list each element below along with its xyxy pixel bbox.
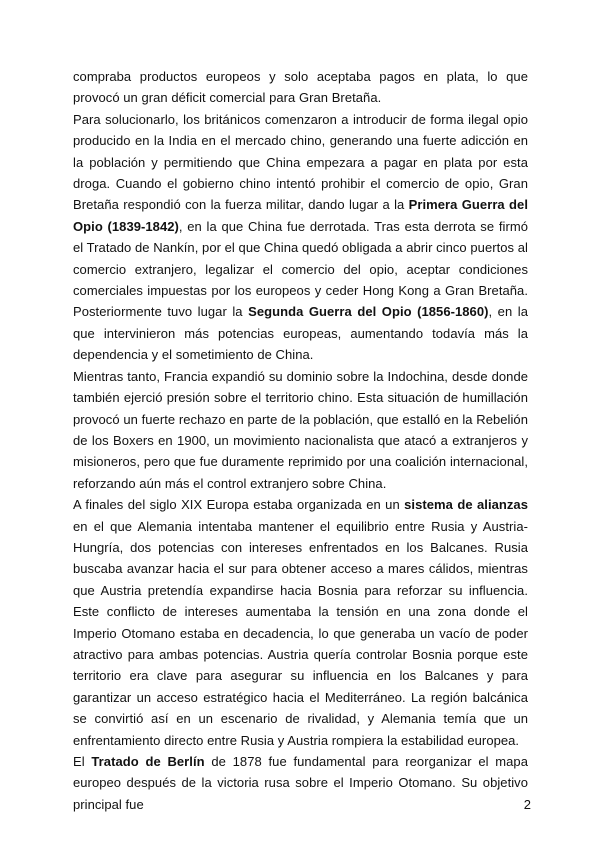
paragraph — [73, 366, 528, 494]
bold-term: sistema de alianzas — [404, 497, 528, 513]
text-segment: , en la que intervinieron más potencias europeas, aumentando todavía más la dependencia y el sometimiento de China. — [73, 304, 528, 363]
bold-term: Segunda Guerra del Opio (1856-1860) — [248, 304, 489, 320]
text-segment: en el que Alemania intentaba mantener el equilibrio entre Rusia y Austria-Hungría, dos potencias con intereses enfrentados en los Balcanes. Rusia buscaba avanzar hacia el sur para obtener acceso a mares cálidos, mientras que Austria pretendía expandirse hacia Bosnia para reforzar su influencia. Este conflicto de intereses aumentaba la tensión en una zona donde el Imperio Otomano estaba en decadencia, lo que generaba un vacío de poder atractivo para ambas potencias. Austria quería controlar Bosnia porque este territorio era clave para asegurar su influencia en los Balcanes y para garantizar un acceso estratégico hacia el Mediterráneo. La región balcánica se convirtió así en un escenario de rivalidad, y Alemania temía que un enfrentamiento directo entre Rusia y Austria rompiera la estabilidad europea. — [73, 518, 528, 748]
bold-term: Primera Guerra del Opio (1839-1842) — [73, 197, 528, 234]
body-text — [73, 66, 528, 815]
paragraph — [73, 494, 528, 751]
text-segment: Mientras tanto, Francia expandió su dominio sobre la Indochina, desde donde también ejerció presión sobre el territorio chino. Esta situación de humillación provocó un fuerte rechazo en parte de la población, que estalló en la Rebelión de los Boxers en 1900, un movimiento nacionalista que atacó a extranjeros y misioneros, pero que fue duramente reprimido por una coalición internacional, reforzando aún más el control extranjero sobre China. — [73, 368, 528, 491]
text-segment: Para solucionarlo, los británicos comenzaron a introducir de forma ilegal opio producido en la India en el mercado chino, generando una fuerte adicción en la población y permitiendo que China empezara a pagar en plata por esta droga. Cuando el gobierno chino intentó prohibir el comercio de opio, Gran Bretaña respondió con la fuerza militar, dando lugar a la — [73, 111, 528, 213]
text-segment: El — [73, 754, 92, 769]
paragraph — [73, 751, 528, 815]
page-number: 2 — [523, 797, 531, 812]
text-segment: compraba productos europeos y solo aceptaba pagos en plata, lo que provocó un gran déficit comercial para Gran Bretaña. — [73, 69, 528, 106]
paragraph — [73, 109, 528, 366]
text-segment: , en la que China fue derrotada. Tras esta derrota se firmó el Tratado de Nankín, por el que China quedó obligada a abrir cinco puertos al comercio extranjero, legalizar el comercio del opio, aceptar condiciones comerciales impuestas por los europeos y ceder Hong Kong a Gran Bretaña. Posteriormente tuvo lugar la — [73, 218, 528, 320]
paragraph — [73, 66, 528, 109]
text-segment: de 1878 fue fundamental para reorganizar el mapa europeo después de la victoria rusa sobre el Imperio Otomano. Su objetivo principal fue — [73, 754, 528, 812]
text-segment: A finales del siglo XIX Europa estaba organizada en un — [73, 497, 405, 513]
bold-term: Tratado de Berlín — [91, 754, 205, 769]
